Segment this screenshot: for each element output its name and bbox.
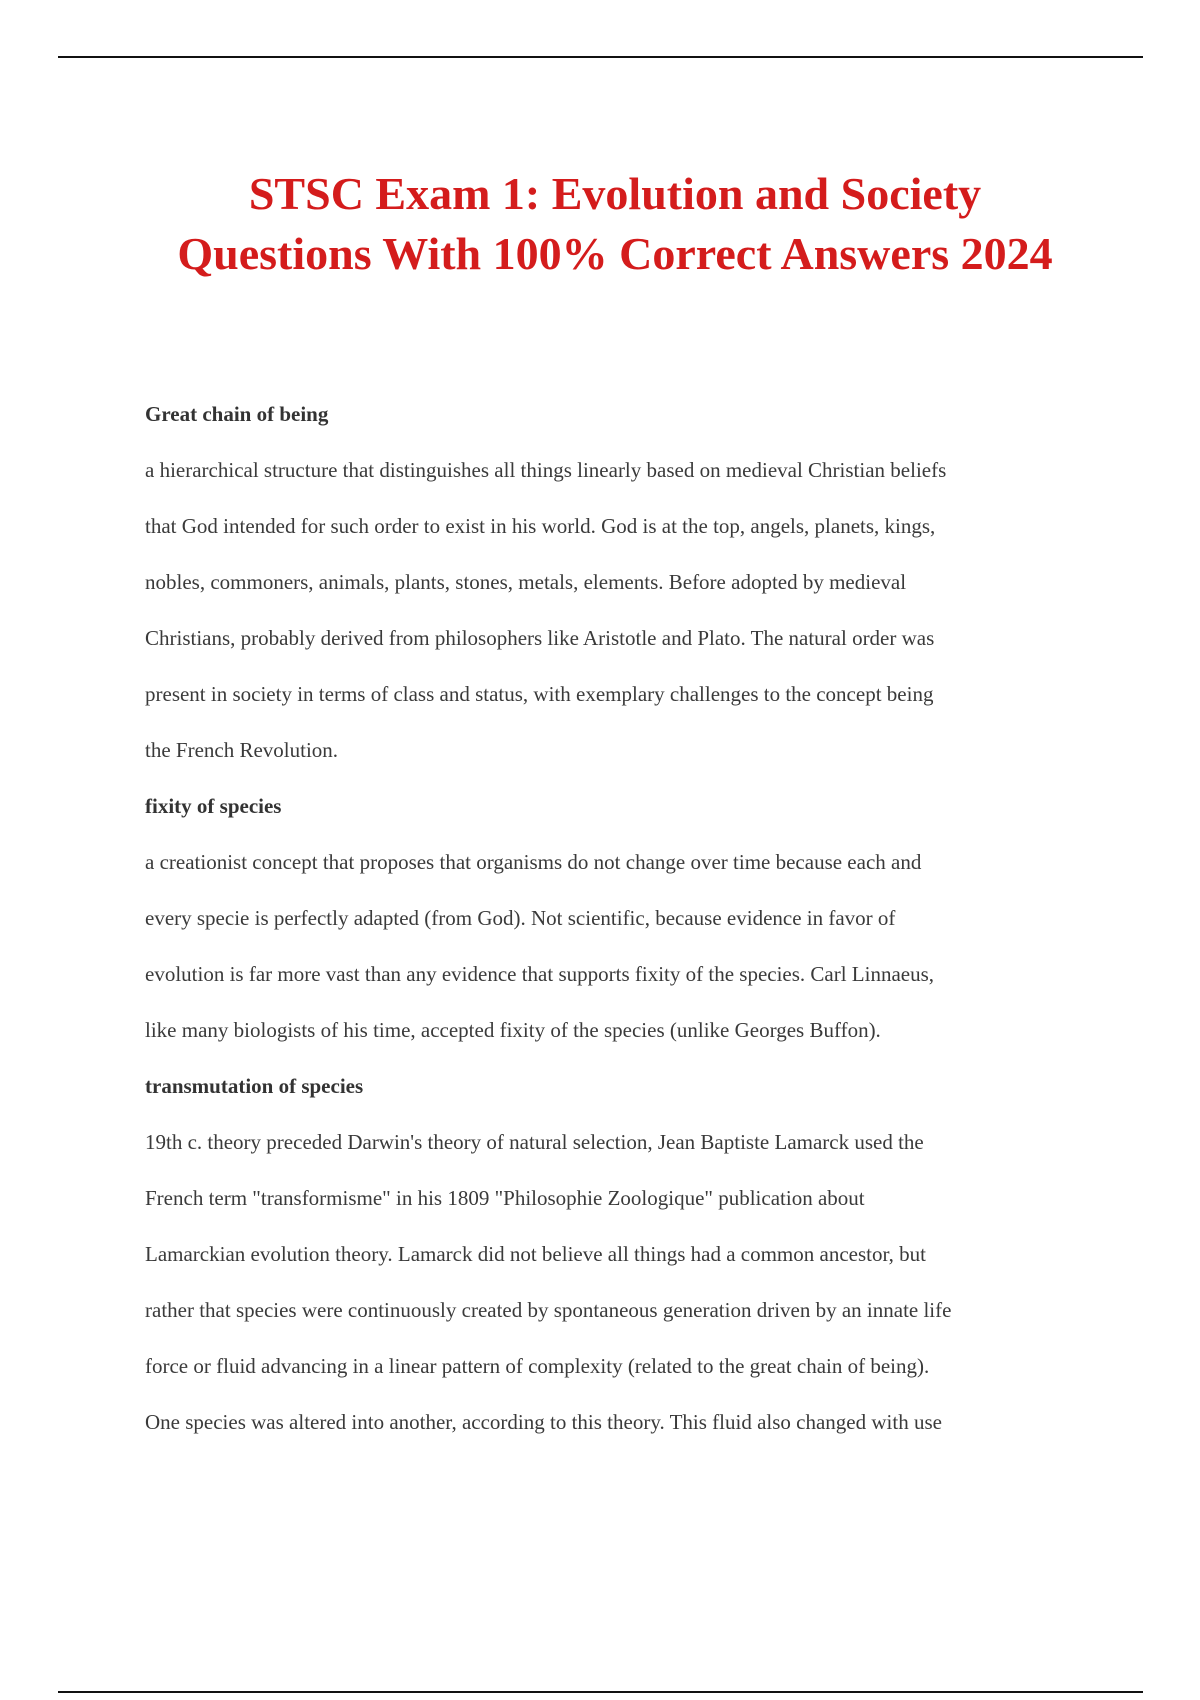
definition-line: One species was altered into another, according to this theory. This fluid also changed with use bbox=[145, 1410, 942, 1434]
definition-line: French term "transformisme" in his 1809 "Philosophie Zoologique" publication about bbox=[145, 1186, 865, 1210]
definition-line: Lamarckian evolution theory. Lamarck did not believe all things had a common ancestor, but bbox=[145, 1242, 926, 1266]
definition-line: evolution is far more vast than any evidence that supports fixity of the species. Carl Linnaeus, bbox=[145, 962, 935, 986]
bottom-rule bbox=[58, 1691, 1143, 1693]
definition-line: that God intended for such order to exist in his world. God is at the top, angels, planets, kings, bbox=[145, 514, 936, 538]
document-title bbox=[60, 164, 1170, 284]
definition-line: nobles, commoners, animals, plants, stones, metals, elements. Before adopted by medieval bbox=[145, 570, 907, 594]
definition-line: a creationist concept that proposes that organisms do not change over time because each and bbox=[145, 850, 922, 874]
term-definition bbox=[145, 442, 1085, 778]
term-definition bbox=[145, 1114, 1085, 1450]
definition-line: like many biologists of his time, accepted fixity of the species (unlike Georges Buffon). bbox=[145, 1018, 881, 1042]
definition-line: Christians, probably derived from philosophers like Aristotle and Plato. The natural order was bbox=[145, 626, 935, 650]
definition-line: the French Revolution. bbox=[145, 738, 339, 762]
definition-line: every specie is perfectly adapted (from God). Not scientific, because evidence in favor of bbox=[145, 906, 896, 930]
top-rule bbox=[58, 56, 1143, 58]
definition-line: 19th c. theory preceded Darwin's theory of natural selection, Jean Baptiste Lamarck used the bbox=[145, 1130, 924, 1154]
term-heading: transmutation of species bbox=[145, 1074, 364, 1098]
term-definition bbox=[145, 834, 1085, 1058]
definition-line: a hierarchical structure that distinguishes all things linearly based on medieval Christian beliefs bbox=[145, 458, 947, 482]
term-heading: fixity of species bbox=[145, 794, 282, 818]
document-body bbox=[145, 386, 1085, 1450]
document-title-line-1: STSC Exam 1: Evolution and Society bbox=[248, 168, 982, 219]
entry-great-chain-of-being bbox=[145, 386, 1085, 778]
definition-line: force or fluid advancing in a linear pattern of complexity (related to the great chain of being). bbox=[145, 1354, 930, 1378]
definition-line: present in society in terms of class and status, with exemplary challenges to the concept being bbox=[145, 682, 934, 706]
term-heading: Great chain of being bbox=[145, 402, 329, 426]
document-title-line-2: Questions With 100% Correct Answers 2024 bbox=[177, 228, 1053, 279]
entry-fixity-of-species bbox=[145, 778, 1085, 1058]
entry-transmutation-of-species bbox=[145, 1058, 1085, 1450]
definition-line: rather that species were continuously created by spontaneous generation driven by an innate life bbox=[145, 1298, 952, 1322]
